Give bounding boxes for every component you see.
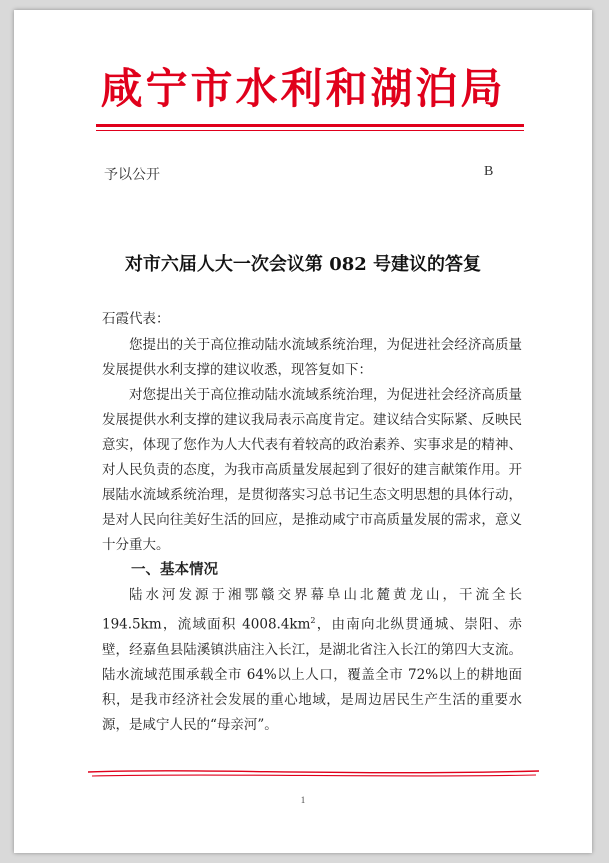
agency-masthead: 咸宁市水利和湖泊局	[100, 64, 506, 113]
document-page	[14, 10, 592, 853]
paragraph-1: 您提出的关于高位推动陆水流域系统治理，为促进社会经济高质量发展提供水利支撑的建议收悉，现答复如下：	[102, 337, 522, 378]
section-1-paragraph	[102, 583, 522, 738]
masthead-rule-thin	[96, 130, 524, 131]
section-heading-basic-situation: 一、基本情况	[131, 562, 218, 578]
area-unit-superscript: 2	[310, 616, 316, 625]
paragraph-2: 对您提出关于高位推动陆水流域系统治理，为促进社会经济高质量发展提供水利支撑的建议我局表示高度肯定。建议结合实际紧、反映民意实，体现了您作为人大代表有着较高的政治素养、实事求是的精神、对人民负责的态度，为我市高质量发展起到了很好的建言献策作用。开展陆水流域系统治理，是贯彻落实习总书记生态文明思想的具体行动，是对人民向往美好生活的回应，是推动咸宁市高质量发展的需求，意义十分重大。	[102, 387, 522, 553]
document-title: 对市六届人大一次会议第 082 号建议的答复	[124, 254, 482, 275]
document-body	[102, 307, 522, 738]
salutation: 石霞代表：	[102, 311, 170, 327]
disclosure-label: 予以公开	[104, 168, 160, 183]
page-number: 1	[300, 795, 306, 805]
masthead-rule-thick	[96, 124, 524, 127]
handwritten-underline	[84, 766, 544, 780]
section-1-text-a: 陆水河发源于湘鄂赣交界幕阜山北麓黄龙山，干流全长194.5km，流域面积 4008.4km	[102, 587, 522, 633]
section-1-text-b: ，由南向北纵贯通城、崇阳、赤壁，经嘉鱼县陆溪镇洪庙注入长江，是湖北省注入长江的第四大支流。陆水流域范围承载全市 64%以上人口，覆盖全市 72%以上的耕地面积，是我市经济社会发展的重心地域，是周边居民生产生活的重要水源，是咸宁人民的“母亲河”。	[102, 616, 523, 733]
document-grade: B	[484, 164, 494, 179]
